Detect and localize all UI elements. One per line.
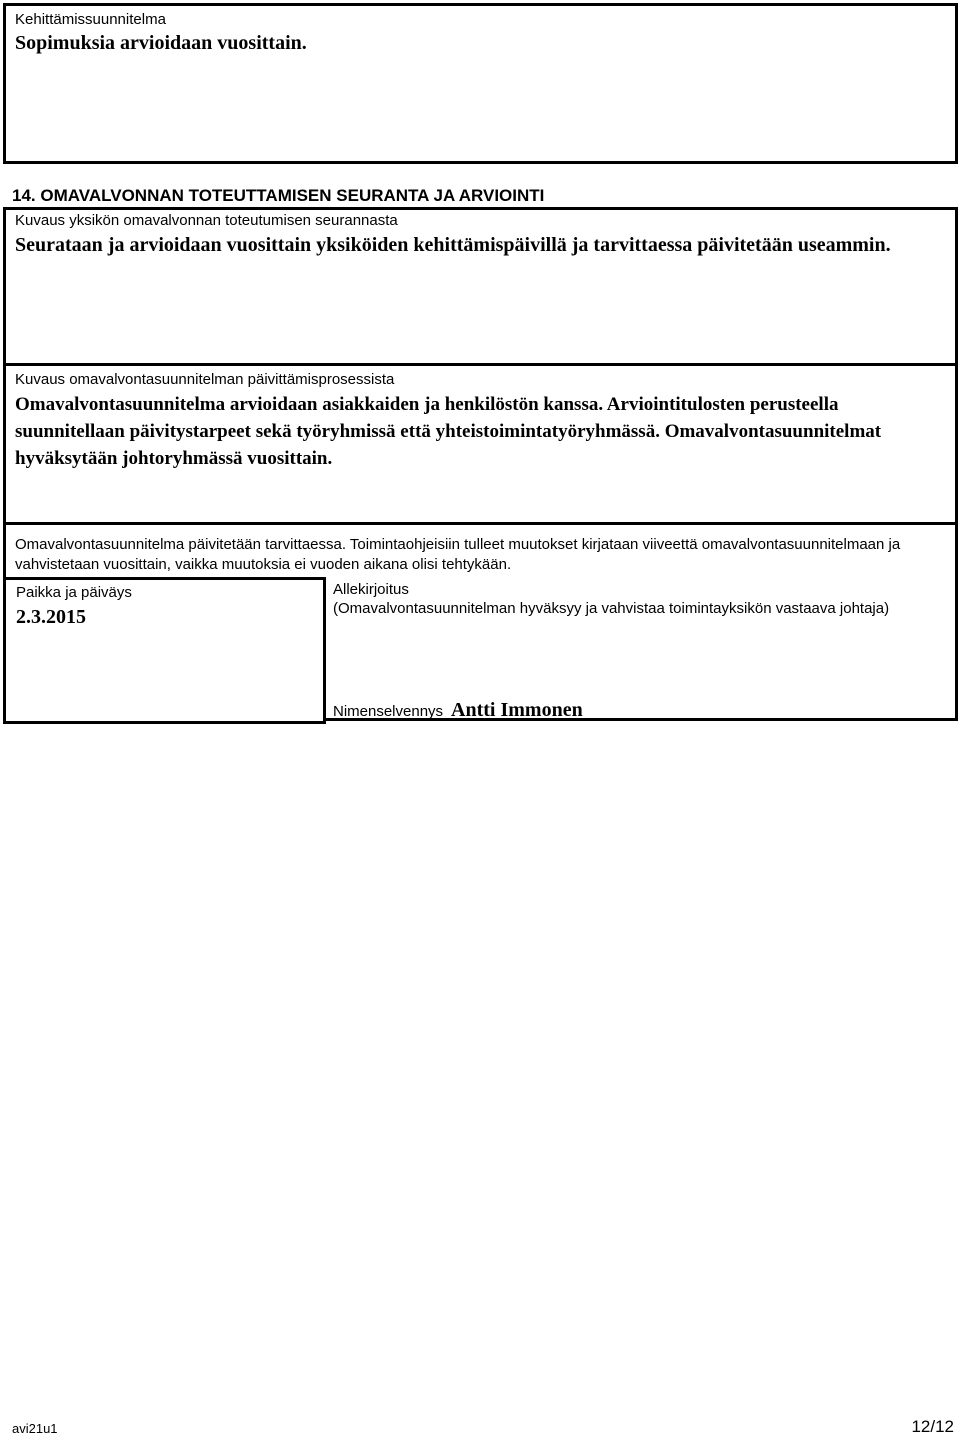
place-date-value: 2.3.2015 xyxy=(16,606,86,628)
page-number: 12/12 xyxy=(911,1417,954,1436)
name-clarification-row xyxy=(333,697,583,723)
update-process-label: Kuvaus omavalvontasuunnitelman päivittämisprosessista xyxy=(15,371,395,388)
development-plan-value: Sopimuksia arvioidaan vuosittain. xyxy=(15,32,307,54)
monitoring-description-box xyxy=(3,207,958,366)
signature-section-box xyxy=(3,522,958,721)
signature-label: Allekirjoitus xyxy=(333,581,409,598)
name-clarification-label: Nimenselvennys xyxy=(333,703,444,720)
update-process-box xyxy=(3,363,958,525)
name-clarification-value: Antti Immonen xyxy=(451,699,583,721)
update-process-value: Omavalvontasuunnitelma arvioidaan asiakkaiden ja henkilöstön kanssa. Arviointitulosten perusteella suunnitellaan päivitystarpeet sekä työryhmissä että yhteistoimintatyöryhmässä. Omavalvontasuunnitelmat hyväksytään johtoryhmässä vuosittain. xyxy=(15,394,882,469)
development-plan-box xyxy=(3,3,958,164)
development-plan-label: Kehittämissuunnitelma xyxy=(15,11,166,28)
signature-note: (Omavalvontasuunnitelman hyväksyy ja vahvistaa toimintayksikön vastaava johtaja) xyxy=(333,600,890,617)
section-heading: 14. OMAVALVONNAN TOTEUTTAMISEN SEURANTA JA ARVIOINTI xyxy=(12,186,545,205)
document-code: avi21u1 xyxy=(12,1421,58,1436)
place-date-label: Paikka ja päiväys xyxy=(16,584,132,601)
place-date-cell xyxy=(3,577,326,724)
monitoring-description-value: Seurataan ja arvioidaan vuosittain yksiköiden kehittämispäivillä ja tarvittaessa päivitetään useammin. xyxy=(15,234,891,256)
monitoring-description-label: Kuvaus yksikön omavalvonnan toteutumisen seurannasta xyxy=(15,212,398,229)
update-notice-text: Omavalvontasuunnitelma päivitetään tarvittaessa. Toimintaohjeisiin tulleet muutokset kirjataan viiveettä omavalvontasuunnitelmaan ja vahvistetaan vuosittain, vaikka muutoksia ei vuoden aikana olisi tehtykään. xyxy=(15,536,901,573)
